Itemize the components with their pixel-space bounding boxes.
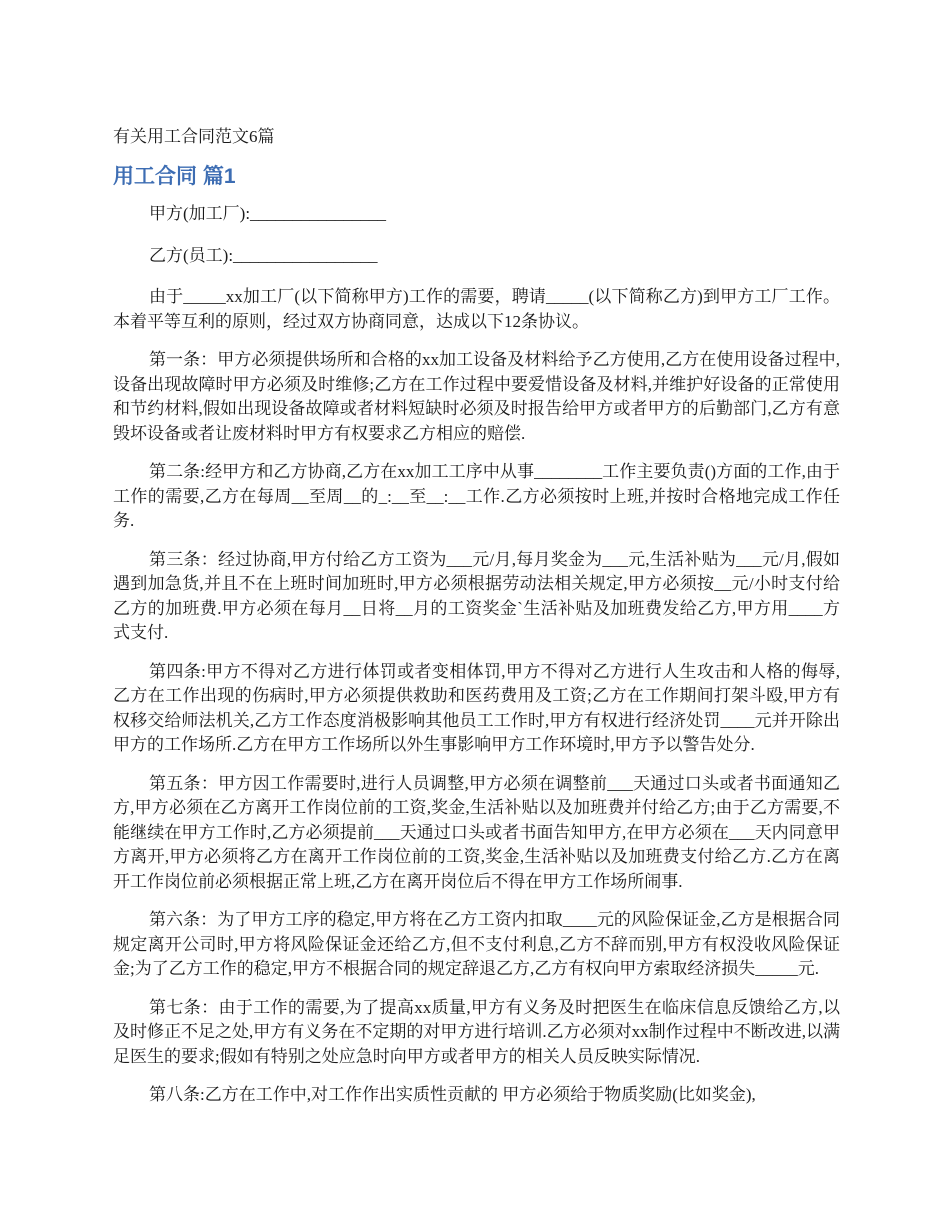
party-a-line: 甲方(加工厂):________________: [149, 204, 387, 223]
article-5-paragraph: 第五条：甲方因工作需要时,进行人员调整,甲方必须在调整前___天通过口头或者书面通知乙方,甲方必须在乙方离开工作岗位前的工资,奖金,生活补贴以及加班费并付给乙方;由于乙方需要,不能继续在甲方工作时,乙方必须提前___天通过口头或者书面告知甲方,在甲方必须在___天内同意甲方离开,甲方必须将乙方在离开工作岗位前的工资,奖金,生活补贴以及加班费支付给乙方.乙方在离开工作岗位前必须根据正常上班,乙方在离开岗位后不得在甲方工作场所闹事.: [113, 773, 840, 891]
document-title: 有关用工合同范文6篇: [113, 127, 275, 146]
article-1-paragraph: 第一条：甲方必须提供场所和合格的xx加工设备及材料给予乙方使用,乙方在使用设备过程中,设备出现故障时甲方必须及时维修;乙方在工作过程中要爱惜设备及材料,并维护好设备的正常使用和节约材料,假如出现设备故障或者材料短缺时必须及时报告给甲方或者甲方的后勤部门,乙方有意毁坏设备或者让废材料时甲方有权要求乙方相应的赔偿.: [113, 350, 840, 443]
section-heading: 用工合同 篇1: [113, 165, 236, 188]
document-body: [113, 202, 840, 1122]
article-8-paragraph: 第八条:乙方在工作中,对工作作出实质性贡献的 甲方必须给于物质奖励(比如奖金),: [149, 1085, 756, 1104]
article-6-paragraph: 第六条：为了甲方工序的稳定,甲方将在乙方工资内扣取____元的风险保证金,乙方是根据合同规定离开公司时,甲方将风险保证金还给乙方,但不支付利息,乙方不辞而别,甲方有权没收风险保证金;为了乙方工作的稳定,甲方不根据合同的规定辞退乙方,乙方有权向甲方索取经济损失_____元.: [113, 910, 840, 978]
article-3-paragraph: 第三条：经过协商,甲方付给乙方工资为___元/月,每月奖金为___元,生活补贴为___元/月,假如遇到加急货,并且不在上班时间加班时,甲方必须根据劳动法相关规定,甲方必须按__元/小时支付给乙方的加班费.甲方必须在每月__日将__月的工资奖金`生活补贴及加班费发给乙方,甲方用____方式支付.: [113, 549, 840, 642]
article-4-paragraph: 第四条:甲方不得对乙方进行体罚或者变相体罚,甲方不得对乙方进行人生攻击和人格的侮辱,乙方在工作出现的伤病时,甲方必须提供救助和医药费用及工资;乙方在工作期间打架斗殴,甲方有权移交给师法机关,乙方工作态度消极影响其他员工工作时,甲方有权进行经济处罚____元并开除出甲方的工作场所.乙方在甲方工作场所以外生事影响甲方工作环境时,甲方予以警告处分.: [113, 661, 840, 754]
party-b-line: 乙方(员工):_________________: [149, 245, 378, 265]
article-7-paragraph: 第七条：由于工作的需要,为了提高xx质量,甲方有义务及时把医生在临床信息反馈给乙方,以及时修正不足之处,甲方有义务在不定期的对甲方进行培训.乙方必须对xx制作过程中不断改进,以满足医生的要求;假如有特别之处应急时向甲方或者甲方的相关人员反映实际情况.: [113, 997, 840, 1066]
article-2-paragraph: 第二条:经甲方和乙方协商,乙方在xx加工工序中从事________工作主要负责()方面的工作,由于工作的需要,乙方在每周__至周__的_:__至__:__工作.乙方必须按时上班,并按时合格地完成工作任务.: [113, 462, 840, 530]
preamble-paragraph: 由于_____xx加工厂(以下简称甲方)工作的需要，聘请_____(以下简称乙方)到甲方工厂工作。本着平等互利的原则，经过双方协商同意，达成以下12条协议。: [113, 287, 840, 331]
